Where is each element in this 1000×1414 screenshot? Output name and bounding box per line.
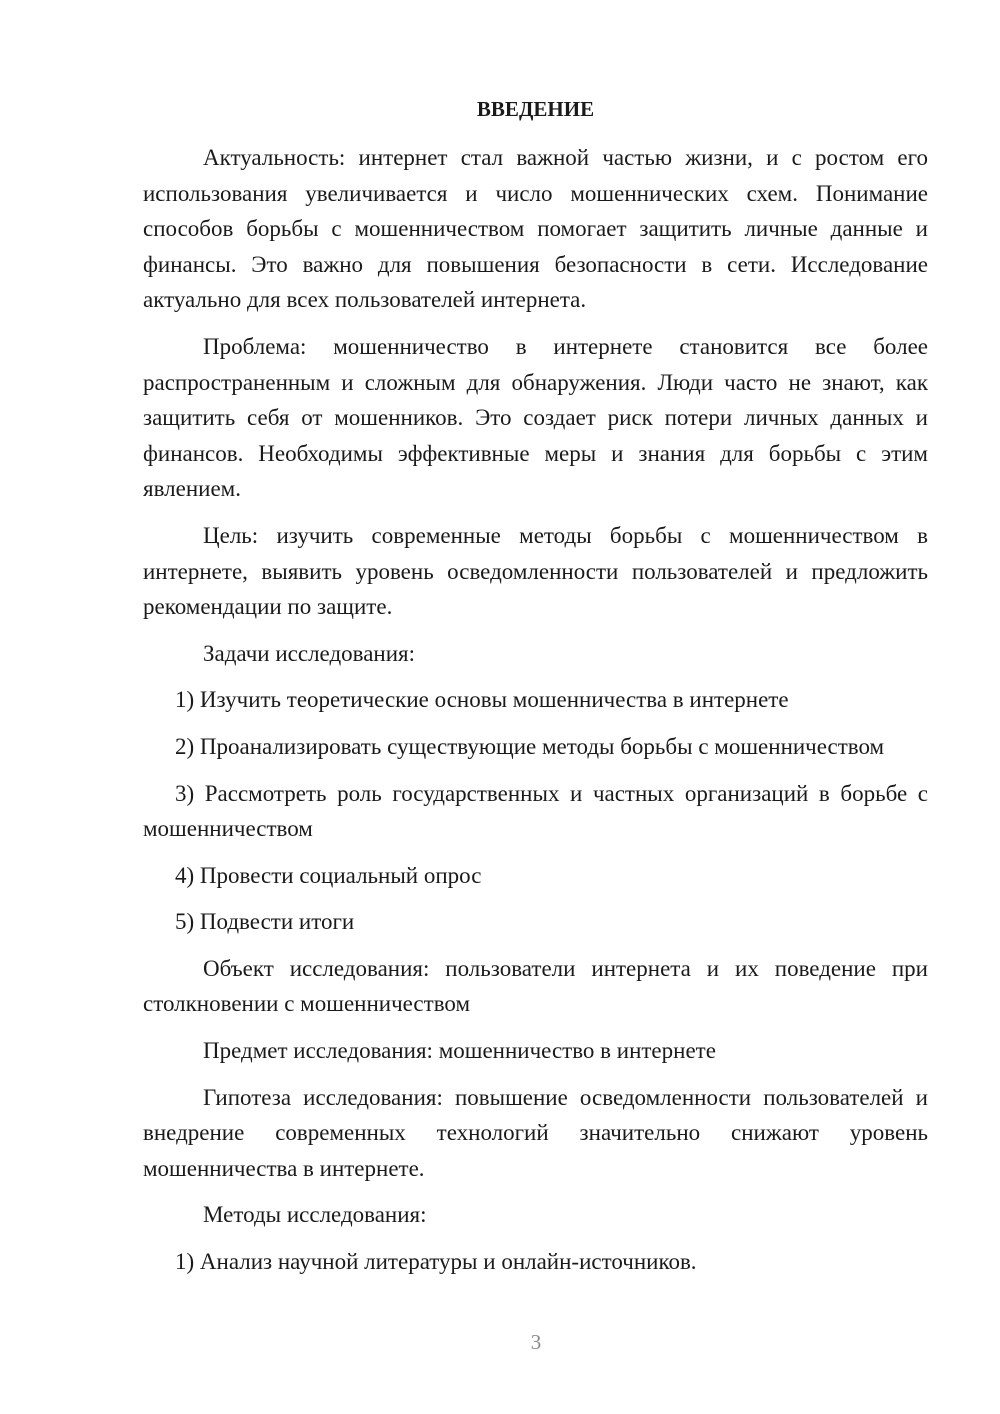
task-item-4: 4) Провести социальный опрос [175, 862, 482, 888]
section-title: ВВЕДЕНИЕ [476, 97, 595, 121]
task-item-5: 5) Подвести итоги [175, 909, 355, 935]
page-number: 3 [530, 1330, 542, 1354]
methods-heading: Методы исследования: [203, 1202, 427, 1228]
relevance-paragraph: Актуальность: интернет стал важной частью жизни, и с ростом его использования увеличивается и число мошеннических схем. Понимание способов борьбы с мошенничеством помогает защитить личные данные и финансы. Это важно для повышения безопасности в сети. Исследование актуально для всех пользователей интернета. [143, 145, 928, 313]
subject-paragraph: Предмет исследования: мошенничество в интернете [203, 1038, 716, 1064]
task-item-2: 2) Проанализировать существующие методы борьбы с мошенничеством [175, 733, 885, 759]
tasks-heading: Задачи исследования: [203, 640, 416, 666]
hypothesis-paragraph: Гипотеза исследования: повышение осведомленности пользователей и внедрение современных технологий значительно снижают уровень мошенничества в интернете. [143, 1084, 928, 1181]
goal-paragraph: Цель: изучить современные методы борьбы с мошенничеством в интернете, выявить уровень осведомленности пользователей и предложить рекомендации по защите. [143, 522, 928, 620]
task-item-1: 1) Изучить теоретические основы мошенничества в интернете [175, 687, 789, 713]
method-item-1: 1) Анализ научной литературы и онлайн-источников. [175, 1249, 697, 1275]
object-paragraph: Объект исследования: пользователи интернета и их поведение при столкновении с мошенничеством [143, 955, 928, 1017]
task-item-3: 3) Рассмотреть роль государственных и частных организаций в борьбе с мошенничеством [143, 780, 928, 842]
problem-paragraph: Проблема: мошенничество в интернете становится все более распространенным и сложным для обнаружения. Люди часто не знают, как защитить себя от мошенников. Это создает риск потери личных данных и финансов. Необходимы эффективные меры и знания для борьбы с этим явлением. [143, 333, 928, 502]
page-content [143, 92, 928, 1291]
